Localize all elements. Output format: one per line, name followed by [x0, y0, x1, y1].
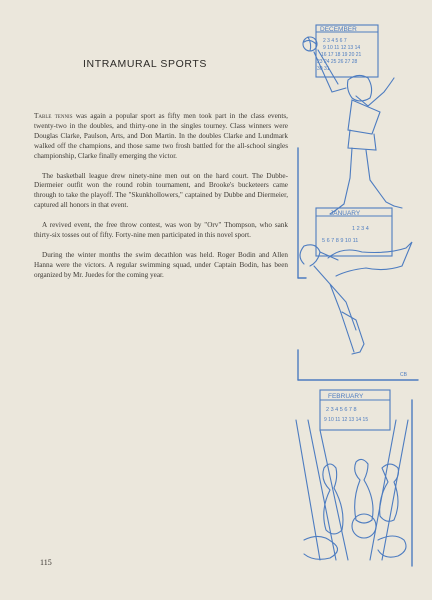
paragraph-text: was again a popular sport as fifty men took part in the class events, twenty-two in the doubles, and thirty-one in the singles tourney. Class winners were Douglas Clarke, Paulson, Arts, and Don Martin. In the doubles Clarke and Lundmark walked off the champions, and those same two frosh battled for the all-school singles championship, Clarke finally emerging the victor.	[34, 112, 288, 160]
paragraph-basketball: The basketball league drew ninety-nine men out on the hard court. The Dubbe-Diermeier outfit won the round robin tournament, and Brooke's bucketeers came through to take the playoff. The "Skunkhollowers," captained by Dubbe and Diermeier, captured all honors in that event.	[34, 171, 288, 210]
january-calendar	[316, 208, 392, 256]
january-panel	[298, 208, 418, 380]
svg-text:16 17 18 19 20 21: 16 17 18 19 20 21	[321, 52, 362, 58]
page-title: INTRAMURAL SPORTS	[83, 58, 207, 70]
paragraph-table-tennis	[34, 112, 288, 162]
bowling-pins-drawing	[296, 400, 412, 566]
december-calendar	[316, 25, 378, 77]
svg-text:23 24 25 26 27 28: 23 24 25 26 27 28	[317, 59, 358, 65]
paragraph-swim: During the winter months the swim decathlon was held. Roger Bodin and Allen Hanna were the victors. A regular swimming squad, under Captain Bodin, has been organized by Mr. Juedes for the coming year.	[34, 250, 288, 279]
svg-text:2 3 4 5 6 7 8: 2 3 4 5 6 7 8	[326, 407, 357, 413]
bowling-ball-icon	[352, 514, 376, 538]
svg-text:30 31: 30 31	[317, 66, 330, 72]
paragraph-lead: Table tennis	[34, 112, 73, 120]
page-number: 115	[40, 558, 52, 567]
svg-text:2 3 4 5 6 7: 2 3 4 5 6 7	[323, 38, 347, 44]
illustration-column	[290, 20, 420, 570]
diver-drawing	[300, 242, 412, 354]
svg-text:9 10 11 12 13 14: 9 10 11 12 13 14	[323, 45, 361, 51]
svg-text:CB: CB	[400, 372, 407, 378]
december-month-label: DECEMBER	[320, 26, 357, 33]
february-month-label: FEBRUARY	[328, 393, 364, 400]
february-calendar	[320, 390, 390, 430]
february-panel	[296, 390, 412, 566]
article-body	[34, 112, 288, 291]
svg-text:9 10 11 12 13 14 15: 9 10 11 12 13 14 15	[324, 417, 369, 423]
paragraph-free-throw: A revived event, the free throw contest, was won by "Orv" Thompson, who sank thirty-six tosses out of fifty. Forty-nine men participated in this novel sport.	[34, 221, 288, 240]
svg-text:1 2 3 4: 1 2 3 4	[352, 226, 369, 232]
january-month-label: JANUARY	[330, 210, 361, 217]
svg-text:5 6 7 8 9 10 11: 5 6 7 8 9 10 11	[322, 238, 359, 244]
